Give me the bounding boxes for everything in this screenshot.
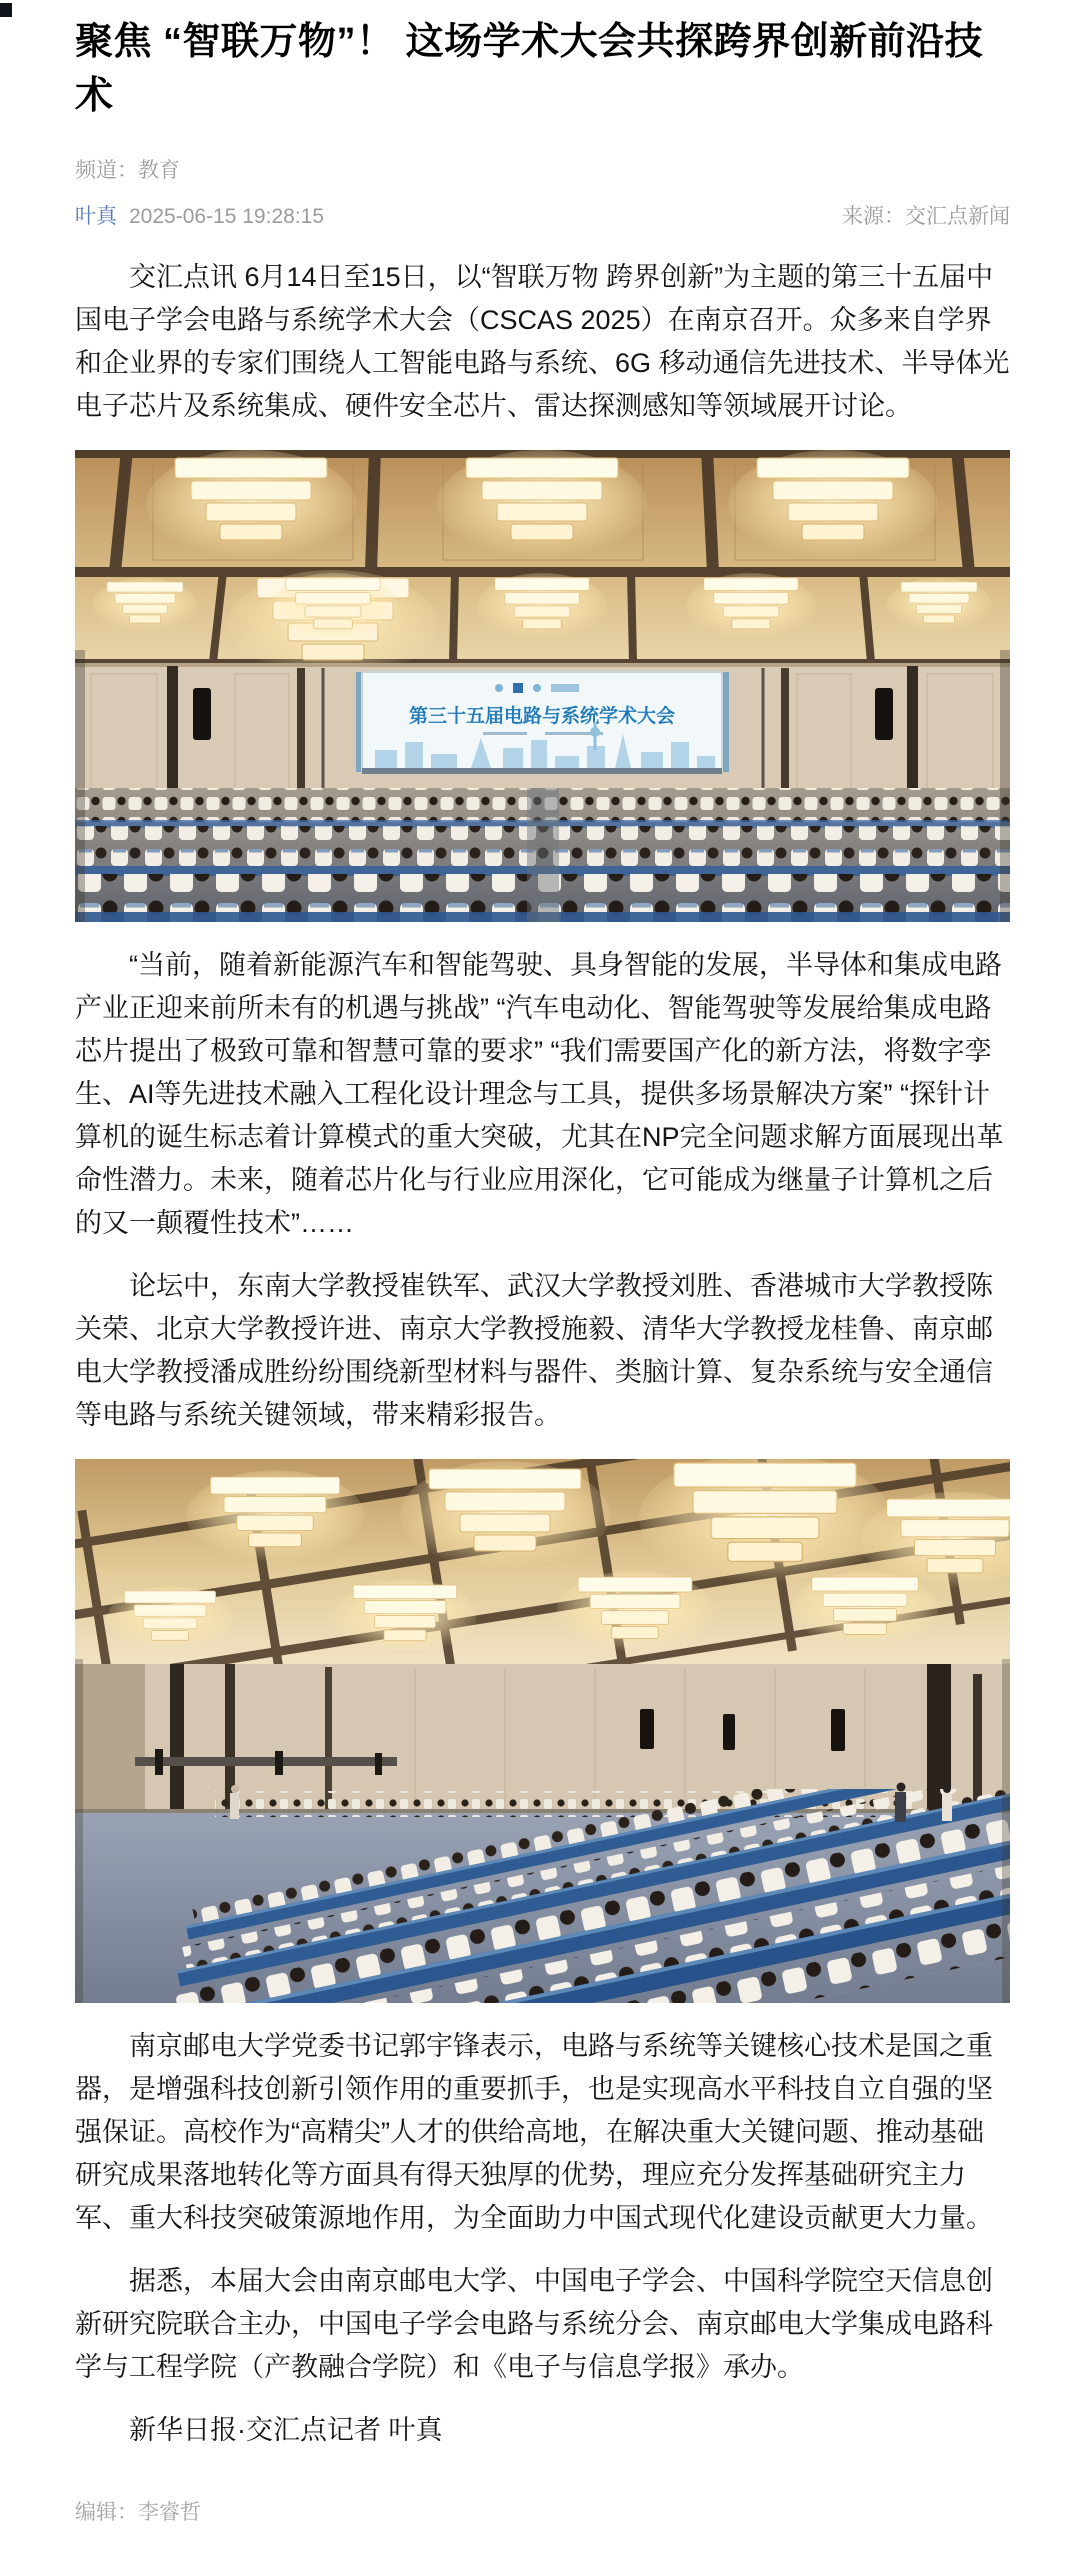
channel-label: 频道：教育 (75, 158, 180, 182)
photo-screen-text: 第三十五届电路与系统学术大会 (408, 705, 676, 727)
article-title: 聚焦 “智联万物”！ 这场学术大会共探跨界创新前沿技术 (75, 21, 984, 117)
article-body (75, 256, 1010, 2452)
byline: 新华日报·交汇点记者 叶真 (129, 2414, 443, 2445)
meta-left (75, 200, 324, 230)
publish-time: 2025-06-15 19:28:15 (129, 204, 324, 228)
author-link[interactable]: 叶真 (75, 204, 117, 228)
conference-photo-2 (75, 1459, 1010, 2003)
paragraph-2: “当前，随着新能源汽车和智能驾驶、具身智能的发展，半导体和集成电路产业正迎来前所未有的机遇与挑战” “汽车电动化、智能驾驶等发展给集成电路芯片提出了极致可靠和智慧可靠的要求” “我们需要国产化的新方法，将数字孪生、AI等先进技术融入工程化设计理念与工具，提供多场景解决方案” “探针计算机的诞生标志着计算模式的重大突破，尤其在NP完全问题求解方面展现出革命性潜力。未来，随着芯片化与行业应用深化，它可能成为继量子计算机之后的又一颠覆性技术”…… (75, 949, 1004, 1238)
editor-line: 编辑：李睿哲 (75, 2500, 201, 2524)
paragraph-3: 论坛中，东南大学教授崔铁军、武汉大学教授刘胜、香港城市大学教授陈关荣、北京大学教授许进、南京大学教授施毅、清华大学教授龙桂鲁、南京邮电大学教授潘成胜纷纷围绕新型材料与器件、类脑计算、复杂系统与安全通信等电路与系统关键领域，带来精彩报告。 (75, 1270, 993, 1430)
paragraph-5: 据悉，本届大会由南京邮电大学、中国电子学会、中国科学院空天信息创新研究院联合主办，中国电子学会电路与系统分会、南京邮电大学集成电路科学与工程学院（产教融合学院）和《电子与信息学报》承办。 (75, 2265, 993, 2382)
meta-row (75, 200, 1010, 230)
paragraph-4: 南京邮电大学党委书记郭宇锋表示，电路与系统等关键核心技术是国之重器，是增强科技创新引领作用的重要抓手，也是实现高水平科技自立自强的坚强保证。高校作为“高精尖”人才的供给高地，在解决重大关键问题、推动基础研究成果落地转化等方面具有得天独厚的优势，理应充分发挥基础研究主力军、重大科技突破策源地作用，为全面助力中国式现代化建设贡献更大力量。 (75, 2030, 993, 2233)
source-label: 来源：交汇点新闻 (842, 204, 1010, 228)
paragraph-1: 交汇点讯 6月14日至15日，以“智联万物 跨界创新”为主题的第三十五届中国电子学会电路与系统学术大会（CSCAS 2025）在南京召开。众多来自学界和企业界的专家们围绕人工智能电路与系统、6G 移动通信先进技术、半导体光电子芯片及系统集成、硬件安全芯片、雷达探测感知等领域展开讨论。 (75, 261, 1010, 421)
corner-artifact (0, 3, 12, 17)
conference-photo-1 (75, 450, 1010, 922)
